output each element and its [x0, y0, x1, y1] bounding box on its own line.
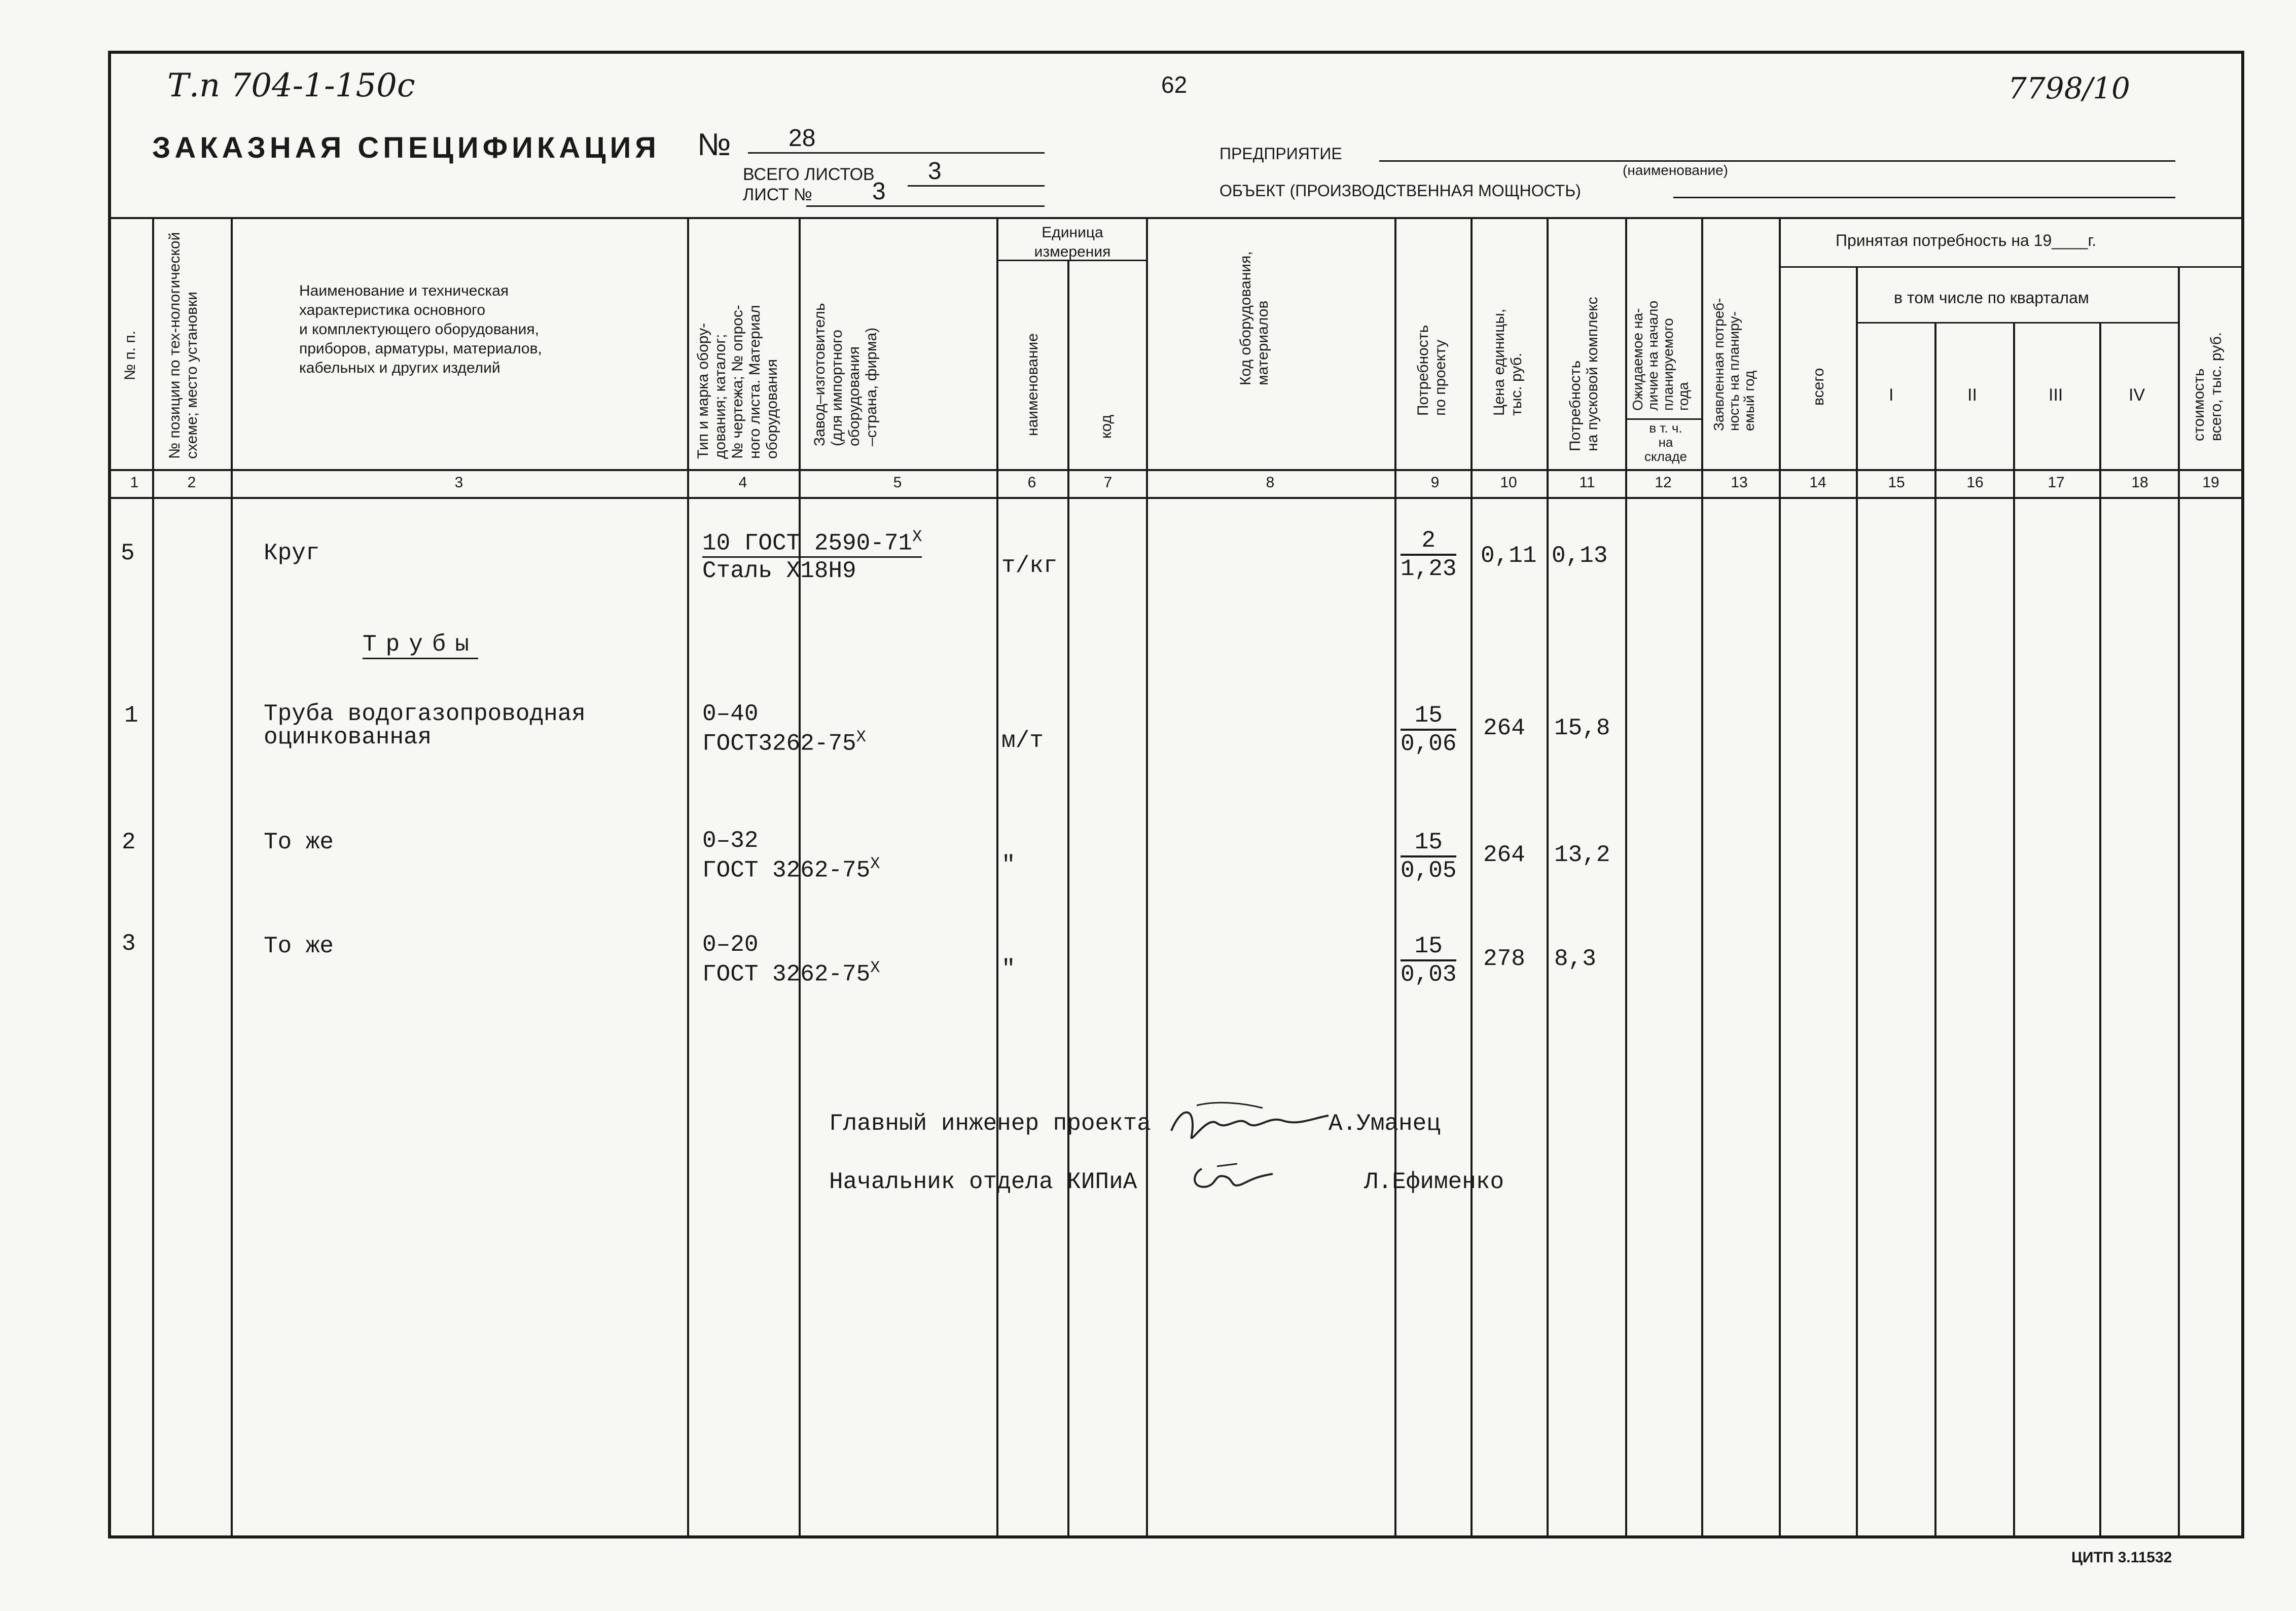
col6-header: наименование [1024, 333, 1041, 436]
col5-header: Завод–изготовитель (для импортного оборудования –страна, фирма) [811, 303, 880, 446]
col11-header: Потребность на пусковой комплекс [1567, 297, 1601, 451]
colnum-18: 18 [2131, 474, 2148, 491]
row-need: $\frac{15}{0,06}$ [1401, 702, 1457, 757]
colnum-14: 14 [1809, 474, 1826, 491]
col3-header: Наименование и техническая характеристика основного и комплектующего оборудования, приборов, арматуры, материалов, кабельных и других изделий [299, 282, 542, 376]
col-line-13 [1779, 217, 1781, 1536]
row-launch: 0,13 [1552, 543, 1608, 569]
col-line-18 [2178, 266, 2180, 1536]
col14-header: всего [1810, 368, 1827, 406]
col-line-6 [1067, 260, 1069, 1536]
section-title: Трубы [363, 631, 478, 659]
col4-header: Тип и марка обору- дования; каталог; № чертежа; № опрос- ного листа. Материал оборудования [695, 305, 780, 459]
colnum-3: 3 [454, 474, 463, 491]
row-type: 0–32 ГОСТ $3262-75^X$ [702, 828, 880, 884]
row-number: 3 [122, 930, 136, 957]
col-line-2 [231, 217, 233, 1536]
doc-code: Т.п 704-1-150с [167, 67, 415, 104]
total-sheets-label: ВСЕГО ЛИСТОВ [743, 165, 875, 184]
signature-scribble-2 [1187, 1159, 1288, 1199]
signature-scribble-1 [1161, 1095, 1344, 1151]
spec-number: 28 [748, 124, 1045, 154]
colnum-11: 11 [1579, 474, 1595, 491]
row-type: 10 ГОСТ $2590-71^X$ Сталь Х18Н9 [702, 527, 922, 585]
table-top-line [108, 217, 2244, 219]
row-type: 0–40 $ГОСТ3262-75^X$ [702, 701, 866, 757]
signature-role-2: Начальник отдела КИПиА [829, 1169, 1137, 1195]
col12-header: Ожидаемое на- личие на начало планируемого года [1630, 300, 1691, 411]
colnum-bottom-line [108, 497, 2244, 499]
quarter-1: I [1889, 385, 1894, 405]
archive-number: 7798/10 [2008, 71, 2130, 105]
unit-group-header: Единица измерения [1034, 224, 1111, 260]
colnum-8: 8 [1266, 474, 1275, 491]
sheet-value: 3 [806, 177, 1045, 207]
col-line-12 [1701, 217, 1703, 1536]
footer-stamp: ЦИТП 3.11532 [2071, 1549, 2172, 1566]
total-sheets-value: 3 [908, 157, 1045, 187]
row-name: То же [264, 933, 334, 959]
row-name: Труба водогазопроводная оцинкованная [264, 701, 586, 750]
colnum-10: 10 [1500, 474, 1517, 491]
col-line-17 [2099, 322, 2101, 1536]
page-number: 62 [1161, 71, 1188, 98]
col-line-3 [687, 217, 689, 1536]
colnum-13: 13 [1731, 474, 1748, 491]
col-line-7 [1146, 217, 1148, 1536]
colnum-19: 19 [2202, 474, 2219, 491]
stock-line [1625, 418, 1701, 420]
col-line-14 [1856, 266, 1858, 1536]
number-sign: № [697, 127, 731, 162]
row-need: $\frac{15}{0,03}$ [1401, 933, 1457, 988]
row-price: 264 [1483, 842, 1525, 868]
col2-header: № позиции по тех-нологической схеме; место установки [166, 232, 200, 459]
signature-name-1: А.Уманец [1329, 1111, 1441, 1137]
colnum-17: 17 [2048, 474, 2065, 491]
colnum-6: 6 [1027, 474, 1036, 491]
row-launch: 8,3 [1554, 946, 1596, 972]
colnum-4: 4 [738, 474, 747, 491]
quarter-3: III [2049, 385, 2063, 405]
col-line-9 [1470, 217, 1473, 1536]
colnum-9: 9 [1430, 474, 1440, 491]
colnum-2: 2 [187, 474, 196, 491]
row-price: 264 [1483, 715, 1525, 741]
accepted-line [1779, 266, 2244, 268]
signature-role-1: Главный инженер проекта [829, 1111, 1151, 1137]
colnum-5: 5 [893, 474, 902, 491]
row-price: 0,11 [1481, 543, 1537, 569]
header-bottom-line [108, 469, 2244, 471]
row-price: 278 [1483, 946, 1525, 972]
row-unit: т/кг [1001, 553, 1058, 579]
row-number: 1 [124, 702, 138, 729]
quarters-header: в том числе по кварталам [1894, 289, 2089, 307]
row-name: То же [264, 829, 334, 855]
row-type: 0–20 ГОСТ $3262-75^X$ [702, 932, 880, 988]
colnum-7: 7 [1103, 474, 1113, 491]
row-unit: " [1001, 956, 1016, 982]
quarter-4: IV [2129, 385, 2145, 405]
name-hint: (наименование) [1623, 162, 1728, 178]
colnum-1: 1 [130, 474, 139, 491]
col1-header: № п. п. [122, 330, 138, 380]
row-number: 2 [122, 829, 136, 855]
col-line-15 [1934, 322, 1936, 1536]
colnum-12: 12 [1655, 474, 1672, 491]
col-line-11 [1625, 217, 1627, 1536]
col-line-5 [996, 217, 998, 1536]
object-label: ОБЪЕКТ (ПРОИЗВОДСТВЕННАЯ МОЩНОСТЬ) [1219, 182, 1581, 200]
row-launch: 13,2 [1554, 842, 1610, 868]
row-launch: 15,8 [1554, 715, 1610, 741]
form-title: ЗАКАЗНАЯ СПЕЦИФИКАЦИЯ [152, 131, 660, 164]
quarter-2: II [1967, 385, 1977, 405]
colnum-15: 15 [1888, 474, 1905, 491]
object-field [1673, 184, 2175, 198]
col9-header: Потребность по проекту [1415, 325, 1449, 416]
row-need: $\frac{15}{0,05}$ [1401, 829, 1457, 884]
col13-header: Заявленная потреб- ность на планиру- емый год [1711, 298, 1757, 431]
col12-sub-header: в т. ч. на складе [1644, 420, 1687, 464]
col-line-1 [152, 217, 154, 1536]
col-line-10 [1547, 217, 1549, 1536]
row-name: Круг [264, 540, 320, 566]
colnum-16: 16 [1966, 474, 1984, 491]
form-frame [108, 51, 2244, 1538]
row-need: $\frac{2}{1,23}$ [1401, 527, 1457, 582]
row-unit: " [1001, 852, 1016, 878]
enterprise-label: ПРЕДПРИЯТИЕ [1219, 145, 1342, 163]
col7-header: код [1098, 415, 1115, 439]
row-number: 5 [121, 540, 135, 566]
enterprise-field [1379, 147, 2175, 162]
col10-header: Цена единицы, тыс. руб. [1491, 308, 1525, 416]
col19-header: стоимость всего, тыс. руб. [2191, 332, 2225, 441]
col-line-8 [1394, 217, 1396, 1536]
row-unit: м/т [1001, 728, 1044, 754]
accepted-header: Принятая потребность на 19____г. [1836, 231, 2097, 249]
quarters-line [1856, 322, 2178, 324]
col8-header: Код оборудования, материалов [1237, 251, 1271, 385]
sheet-label: ЛИСТ № [743, 185, 812, 204]
col-line-16 [2013, 322, 2015, 1536]
signature-name-2: Л.Ефименко [1364, 1169, 1504, 1195]
